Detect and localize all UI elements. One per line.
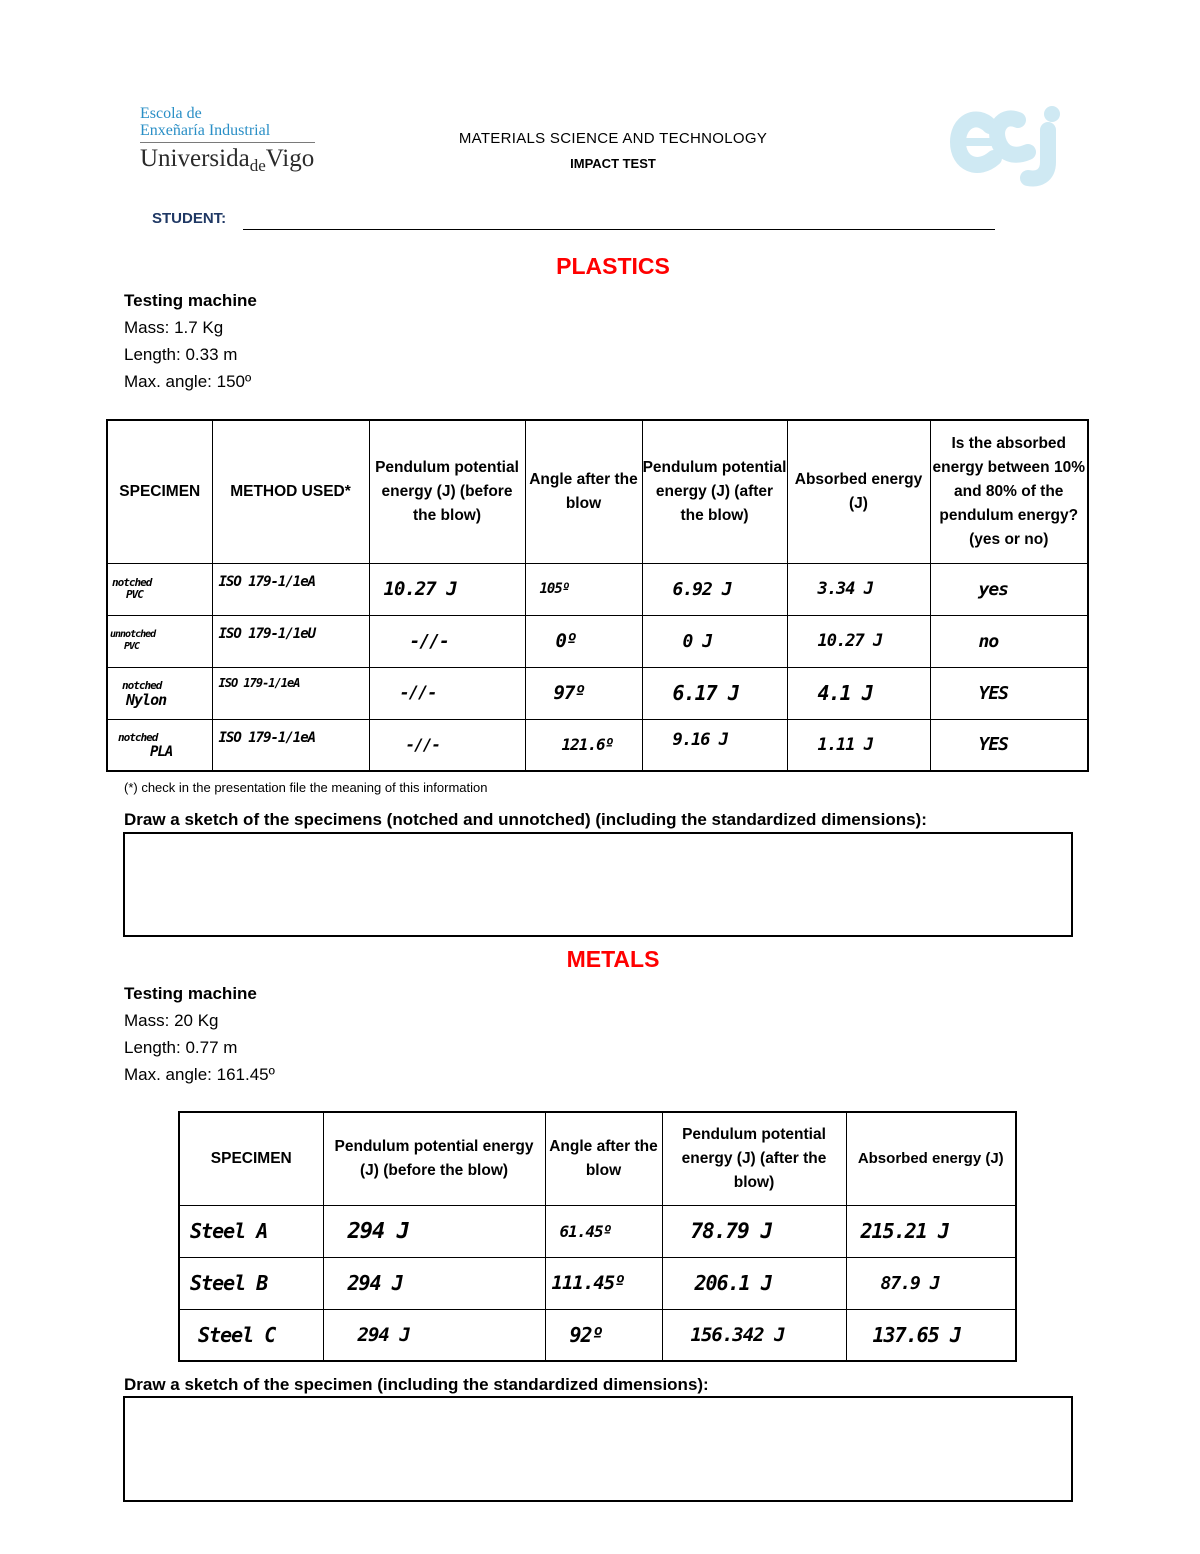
- university-name: [140, 145, 315, 175]
- angle-value: 97º: [553, 682, 585, 704]
- specimen-cell[interactable]: [107, 719, 212, 771]
- plastics-machine-title: Testing machine: [124, 291, 257, 310]
- method-cell[interactable]: [212, 719, 369, 771]
- energy-after-cell[interactable]: [642, 719, 787, 771]
- header-absorbed: Absorbed energy (J): [787, 420, 930, 563]
- school-logo: [140, 105, 315, 175]
- angle-value: 0º: [555, 630, 577, 652]
- metals-machine-title: Testing machine: [124, 984, 257, 1003]
- specimen-value: Steel A: [190, 1219, 268, 1243]
- specimen-cell[interactable]: [107, 563, 212, 615]
- angle-cell[interactable]: [545, 1205, 662, 1257]
- energy-after-cell[interactable]: [642, 667, 787, 719]
- specimen-line1: notched: [118, 730, 158, 744]
- energy-after-value: 78.79 J: [690, 1219, 773, 1243]
- table-row: [179, 1205, 1016, 1257]
- mass-value: 1.7 Kg: [169, 318, 224, 337]
- angle-cell[interactable]: [545, 1257, 662, 1309]
- table-row: [107, 667, 1088, 719]
- table-row: [107, 563, 1088, 615]
- energy-after-value: 6.92 J: [672, 578, 732, 600]
- energy-before-cell[interactable]: [369, 563, 525, 615]
- document-title: MATERIALS SCIENCE AND TECHNOLOGY: [458, 130, 768, 147]
- energy-before-cell[interactable]: [323, 1205, 545, 1257]
- angle-value: 105º: [539, 581, 570, 597]
- length-value: 0.77 m: [180, 1038, 238, 1057]
- range-check-cell[interactable]: [930, 563, 1088, 615]
- school-name-line2: Enxeñaría Industrial: [140, 122, 271, 139]
- energy-after-cell[interactable]: [642, 615, 787, 667]
- absorbed-cell[interactable]: [846, 1309, 1016, 1361]
- table-row: [107, 719, 1088, 771]
- energy-before-value: -//-: [399, 683, 437, 703]
- university-name-part1: Universida: [140, 145, 250, 172]
- length-label: Length:: [124, 345, 181, 364]
- header-energy-after: Pendulum potential energy (J) (after the blow): [662, 1112, 846, 1205]
- method-value: ISO 179-1/1eA: [218, 574, 316, 590]
- absorbed-cell[interactable]: [787, 667, 930, 719]
- energy-after-value: 206.1 J: [694, 1271, 772, 1295]
- range-check-cell[interactable]: [930, 667, 1088, 719]
- metals-max-angle: [124, 1061, 275, 1088]
- student-label: STUDENT:: [152, 210, 227, 227]
- energy-before-cell[interactable]: [369, 719, 525, 771]
- length-label: Length:: [124, 1038, 181, 1057]
- energy-before-value: 10.27 J: [383, 578, 457, 600]
- metals-machine-info: [124, 980, 275, 1088]
- table-row: [179, 1309, 1016, 1361]
- angle-value: 61.45º: [559, 1221, 612, 1241]
- range-check-value: no: [978, 630, 999, 652]
- energy-after-cell[interactable]: [662, 1205, 846, 1257]
- absorbed-value: 87.9 J: [880, 1272, 940, 1294]
- energy-after-cell[interactable]: [662, 1309, 846, 1361]
- specimen-cell[interactable]: [179, 1257, 323, 1309]
- method-value: ISO 179-1/1eA: [218, 676, 300, 690]
- energy-before-cell[interactable]: [323, 1257, 545, 1309]
- absorbed-value: 1.11 J: [817, 734, 873, 755]
- plastics-heading: PLASTICS: [556, 253, 670, 279]
- max-angle-label: Max. angle:: [124, 1065, 212, 1084]
- energy-before-value: 294 J: [357, 1323, 410, 1346]
- specimen-line2: PVC: [124, 641, 140, 652]
- energy-after-value: 0 J: [682, 630, 713, 652]
- absorbed-value: 3.34 J: [817, 579, 873, 599]
- table-row: [179, 1257, 1016, 1309]
- metals-heading: METALS: [566, 946, 660, 972]
- range-check-value: YES: [978, 734, 1009, 756]
- method-cell[interactable]: [212, 563, 369, 615]
- angle-value: 92º: [569, 1322, 603, 1347]
- absorbed-cell[interactable]: [846, 1205, 1016, 1257]
- energy-before-cell[interactable]: [369, 667, 525, 719]
- metals-sketch-area[interactable]: [123, 1396, 1073, 1502]
- metals-results-table: [178, 1111, 1017, 1362]
- footnote: (*) check in the presentation file the meaning of this information: [124, 780, 488, 795]
- method-value: ISO 179-1/1eA: [218, 729, 316, 746]
- angle-cell[interactable]: [525, 563, 642, 615]
- plastics-machine-info: [124, 287, 257, 395]
- length-value: 0.33 m: [180, 345, 238, 364]
- logo-divider: [140, 142, 315, 143]
- plastics-length: [124, 341, 257, 368]
- max-angle-value: 150º: [211, 372, 252, 391]
- specimen-value: Steel B: [190, 1271, 268, 1295]
- eei-logo-icon: [948, 100, 1078, 190]
- energy-before-value: -//-: [405, 735, 441, 755]
- mass-label: Mass:: [124, 318, 170, 337]
- header-energy-before: Pendulum potential energy (J) (before the blow): [369, 420, 525, 563]
- specimen-cell[interactable]: [107, 615, 212, 667]
- metals-mass: [124, 1007, 275, 1034]
- school-name-line1: Escola de: [140, 105, 202, 122]
- mass-label: Mass:: [124, 1011, 170, 1030]
- specimen-cell[interactable]: [179, 1309, 323, 1361]
- specimen-value: Steel C: [198, 1322, 276, 1347]
- energy-after-value: 9.16 J: [672, 729, 728, 750]
- plastics-max-angle: [124, 368, 257, 395]
- angle-cell[interactable]: [525, 667, 642, 719]
- university-name-part3: Vigo: [265, 145, 315, 172]
- energy-before-cell[interactable]: [369, 615, 525, 667]
- energy-before-value: 294 J: [347, 1271, 403, 1295]
- method-value: ISO 179-1/1eU: [218, 626, 316, 642]
- metals-sketch-label: Draw a sketch of the specimen (including the standardized dimensions):: [124, 1375, 709, 1394]
- energy-after-value: 6.17 J: [672, 681, 739, 705]
- specimen-line2: Nylon: [126, 691, 167, 709]
- plastics-mass: [124, 314, 257, 341]
- header-angle: Angle after the blow: [525, 420, 642, 563]
- header-angle: Angle after the blow: [545, 1112, 662, 1205]
- university-name-part2: de: [249, 156, 266, 175]
- student-name-field[interactable]: [243, 229, 995, 230]
- angle-cell[interactable]: [545, 1309, 662, 1361]
- angle-cell[interactable]: [525, 719, 642, 771]
- angle-value: 111.45º: [551, 1272, 625, 1294]
- specimen-line1: notched: [112, 576, 152, 589]
- header-energy-after: Pendulum potential energy (J) (after the blow): [642, 420, 787, 563]
- range-check-cell[interactable]: [930, 719, 1088, 771]
- absorbed-cell[interactable]: [787, 615, 930, 667]
- plastics-sketch-label: Draw a sketch of the specimens (notched and unnotched) (including the standardized dimensions):: [124, 810, 927, 829]
- angle-value: 121.6º: [561, 735, 614, 755]
- absorbed-cell[interactable]: [787, 719, 930, 771]
- mass-value: 20 Kg: [169, 1011, 219, 1030]
- table-row: [107, 615, 1088, 667]
- method-cell[interactable]: [212, 615, 369, 667]
- specimen-line1: unnotched: [110, 629, 156, 640]
- absorbed-value: 10.27 J: [817, 631, 883, 651]
- angle-cell[interactable]: [525, 615, 642, 667]
- absorbed-value: 215.21 J: [860, 1219, 949, 1243]
- absorbed-value: 137.65 J: [872, 1322, 961, 1347]
- absorbed-cell[interactable]: [787, 563, 930, 615]
- range-check-cell[interactable]: [930, 615, 1088, 667]
- plastics-results-table: [106, 419, 1089, 772]
- max-angle-label: Max. angle:: [124, 372, 212, 391]
- absorbed-value: 4.1 J: [817, 681, 873, 705]
- specimen-cell[interactable]: [107, 667, 212, 719]
- method-cell[interactable]: [212, 667, 369, 719]
- table-header-row: [107, 420, 1088, 563]
- max-angle-value: 161.45º: [211, 1065, 275, 1084]
- range-check-value: yes: [978, 578, 1009, 600]
- specimen-line2: PLA: [150, 743, 173, 760]
- energy-after-value: 156.342 J: [690, 1323, 785, 1346]
- specimen-line2: PVC: [126, 588, 143, 601]
- header-range-check: Is the absorbed energy between 10% and 80% of the pendulum energy? (yes or no): [930, 420, 1088, 563]
- header-energy-before: Pendulum potential energy (J) (before the blow): [323, 1112, 545, 1205]
- header-specimen: SPECIMEN: [179, 1112, 323, 1205]
- table-header-row: [179, 1112, 1016, 1205]
- energy-before-value: 294 J: [347, 1218, 409, 1244]
- specimen-cell[interactable]: [179, 1205, 323, 1257]
- header-method: METHOD USED*: [212, 420, 369, 563]
- energy-after-cell[interactable]: [642, 563, 787, 615]
- specimen-line1: notched: [122, 679, 162, 692]
- header-absorbed: Absorbed energy (J): [846, 1112, 1016, 1205]
- energy-before-value: -//-: [409, 630, 449, 652]
- header-specimen: SPECIMEN: [107, 420, 212, 563]
- absorbed-cell[interactable]: [846, 1257, 1016, 1309]
- plastics-sketch-area[interactable]: [123, 832, 1073, 937]
- energy-after-cell[interactable]: [662, 1257, 846, 1309]
- energy-before-cell[interactable]: [323, 1309, 545, 1361]
- document-subtitle: IMPACT TEST: [570, 156, 656, 171]
- range-check-value: YES: [978, 682, 1009, 704]
- metals-length: [124, 1034, 275, 1061]
